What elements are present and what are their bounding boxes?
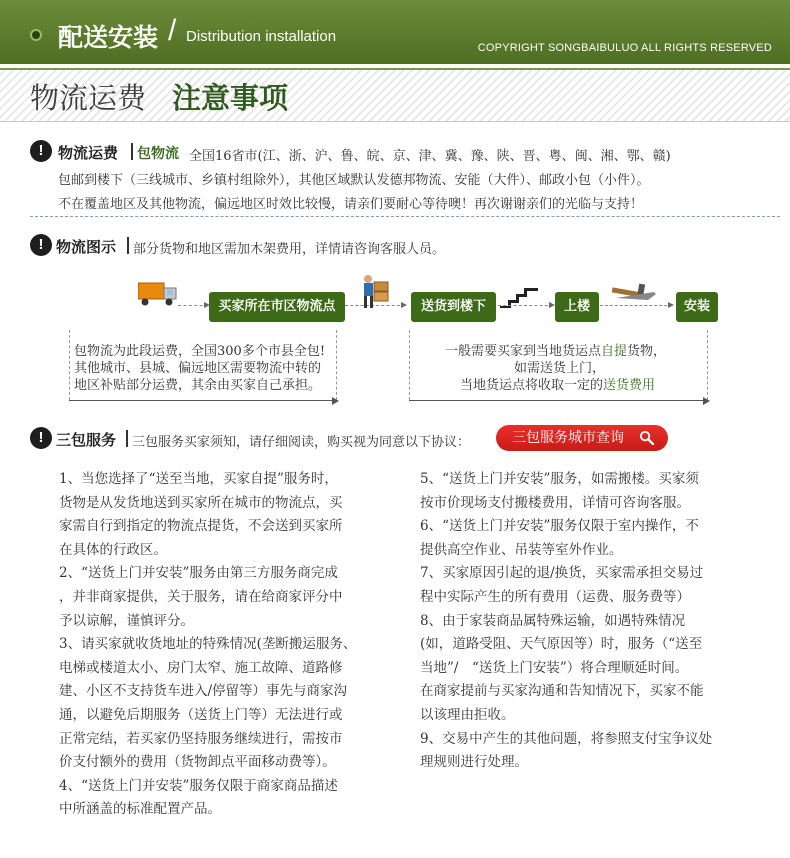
step-install: 安装: [676, 292, 718, 322]
term-line: 9、交易中产生的其他问题，将参照支付宝争议处: [420, 730, 713, 747]
city-search-button[interactable]: [496, 425, 668, 451]
pickup-range-arrow: [69, 400, 337, 401]
header-banner: [0, 0, 790, 64]
divider: [126, 430, 128, 447]
logistics-line-2: 包邮到楼下（三线城市、乡镇村组除外），其他区域默认发德邦物流、安能（大件）、邮政小包（小件）。: [58, 173, 650, 188]
term-line: (如，道路受阻、天气原因等）时，服务（“送至: [420, 636, 703, 653]
term-line: ，并非商家提供，关于服务，请在给商家评分中: [59, 588, 343, 605]
term-line: 电梯或楼道太小、房门太窄、施工故障、道路修: [59, 659, 343, 676]
logistics-line-1: 全国16省市(江、浙、沪、鲁、皖、京、津、冀、豫、陕、晋、粤、闽、湘、鄂、赣): [189, 149, 671, 164]
delivery-note-2: 如需送货上门，: [514, 361, 606, 376]
term-line: 以该理由拒收。: [420, 706, 515, 723]
logistics-title: 物流运费: [58, 144, 119, 162]
divider: [127, 237, 129, 254]
term-line: 价支付额外的费用（货物卸点平面移动费等）。: [59, 754, 336, 771]
search-icon: [639, 430, 654, 445]
pickup-note-2: 其他城市、县城、偏远地区需要物流中转的: [74, 361, 322, 376]
city-search-label: 三包服务城市查询: [512, 430, 624, 446]
page-title-b: 注意事项: [172, 81, 289, 115]
term-line: 当地”/ “送货上门安装”）将合理顺延时间。: [420, 659, 689, 676]
alert-icon: !: [30, 234, 52, 256]
term-line: 家需自行到指定的物流点提货，不会送到买家所: [59, 518, 343, 535]
logistics-line-3: 不在覆盖地区及其他物流，偏远地区时效比较慢，请亲们要耐心等待噢！再次谢谢亲们的光临与支持！: [58, 197, 644, 212]
flow-title: 物流图示: [56, 238, 117, 256]
bullet-icon: [30, 29, 42, 41]
step-deliver-downstairs: 送货到楼下: [411, 292, 496, 322]
porter-icon: [356, 274, 392, 310]
tools-icon: [610, 282, 660, 304]
term-line: 在商家提前与买家沟通和告知情况下，买家不能: [420, 683, 704, 700]
term-line: 建、小区不支持货车进入/停留等）事先与商家沟: [59, 683, 348, 700]
step-pickup-point: 买家所在市区物流点: [209, 292, 345, 322]
flow-arrow: [498, 305, 553, 306]
banner-title-cn: 配送安装: [58, 23, 159, 52]
term-line: 4、“送货上门并安装”服务仅限于商家商品描述: [59, 777, 338, 794]
term-line: 6、“送货上门并安装”服务仅限于室内操作，不: [420, 518, 699, 535]
flow-subtitle: 部分货物和地区需加木架费用，详情请咨询客服人员。: [133, 242, 446, 257]
term-line: 8、由于家装商品属特殊运输，如遇特殊情况: [420, 612, 686, 629]
divider: [131, 143, 133, 160]
delivery-note-3: 当地货运点将收取一定的送货费用: [460, 378, 656, 393]
flow-arrow: [178, 305, 208, 306]
term-line: 通，以避免后期服务（送货上门等）无法进行或: [59, 706, 343, 723]
term-line: 提供高空作业、吊装等室外作业。: [420, 541, 623, 558]
term-line: 予以谅解，谨慎评分。: [59, 612, 194, 629]
service-title: 三包服务: [56, 431, 117, 449]
term-line: 在具体的行政区。: [59, 541, 167, 558]
term-line: 货物是从发货地送到买家所在城市的物流点，买: [59, 494, 343, 511]
service-subtitle: 三包服务买家须知，请仔细阅读，购买视为同意以下协议：: [132, 435, 471, 450]
service-terms-left: [59, 468, 356, 822]
term-line: 1、当您选择了“送至当地，买家自提”服务时，: [59, 471, 338, 487]
term-line: 3、请买家就收货地址的特殊情况(垄断搬运服务、: [59, 636, 357, 653]
banner-slash: /: [168, 14, 177, 47]
term-line: 5、“送货上门并安装”服务，如需搬楼。买家须: [420, 471, 699, 487]
delivery-range-arrow: [409, 400, 708, 401]
term-line: 中所涵盖的标准配置产品。: [59, 801, 221, 818]
term-line: 7、买家原因引起的退/换货，买家需承担交易过: [420, 565, 704, 582]
term-line: 理规则进行处理。: [420, 754, 528, 771]
logistics-brand: 包物流: [137, 146, 179, 162]
flow-arrow: [600, 305, 672, 306]
term-line: 正常完结，若买家仍坚持服务继续进行，需按市: [59, 730, 343, 747]
pickup-note-1: 包物流为此段运费，全国300多个市县全包!: [74, 344, 326, 359]
page-title-a: 物流运费: [30, 81, 147, 115]
term-line: 按市价现场支付搬楼费用，详情可咨询客服。: [420, 494, 690, 511]
pickup-note-3: 地区补贴部分运费，其余由买家自己承担。: [74, 378, 322, 393]
copyright-text: COPYRIGHT SONGBAIBULUO ALL RIGHTS RESERVED: [477, 42, 772, 54]
truck-icon: [138, 281, 178, 307]
term-line: 程中实际产生的所有费用（运费、服务费等）: [420, 588, 690, 605]
delivery-note-1: 一般需要买家到当地货运点自提货物，: [445, 344, 667, 359]
alert-icon: !: [30, 427, 52, 449]
term-line: 2、“送货上门并安装”服务由第三方服务商完成: [59, 565, 338, 582]
service-terms-right: [420, 468, 712, 775]
step-upstairs: 上楼: [555, 292, 599, 322]
alert-icon: !: [30, 140, 52, 162]
section-divider: [30, 216, 780, 217]
banner-title-en: Distribution installation: [186, 28, 337, 45]
